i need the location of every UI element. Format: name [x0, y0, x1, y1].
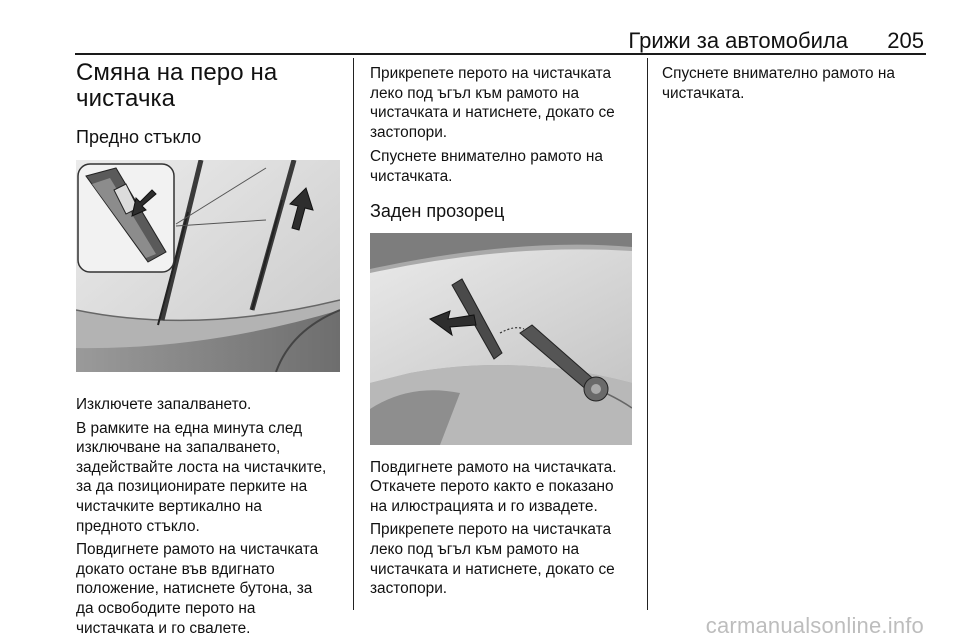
text-line: чистачката и натиснете, докато се: [370, 560, 615, 578]
column-divider-1: [353, 58, 354, 610]
paragraph-remove-blade: [76, 540, 342, 638]
paragraph-raise-arm: [370, 458, 634, 517]
text-line: чистачката.: [370, 167, 453, 185]
text-line: Прикрепете перото на чистачката: [370, 65, 612, 82]
text-line: леко под ъгъл към рамото на: [370, 84, 580, 102]
paragraph-wiper-position: [76, 419, 342, 537]
text-line: чистачката и го свалете.: [76, 619, 251, 637]
paragraph-attach-blade-rear: [370, 520, 634, 598]
subheading-rear-window: Заден прозорец: [370, 200, 505, 221]
header-rule: [75, 53, 926, 55]
text-line: леко под ъгъл към рамото на: [370, 540, 580, 558]
text-line: задействайте лоста на чистачките,: [76, 458, 327, 476]
column-3: [662, 60, 926, 103]
text-line: положение, натиснете бутона, за: [76, 580, 313, 598]
column-2: [370, 60, 634, 599]
rear-wiper-illustration: [370, 233, 632, 445]
windscreen-wiper-illustration: [76, 160, 340, 372]
watermark: carmanualsonline.info: [705, 613, 924, 638]
text-line: изключване на запалването,: [76, 439, 281, 457]
text-line: чистачката.: [662, 84, 745, 102]
text-line: Прикрепете перото на чистачката: [370, 521, 612, 539]
paragraph-ignition-off: [76, 395, 342, 415]
paragraph-lower-arm: [370, 147, 634, 186]
paragraph-attach-blade: [370, 64, 634, 142]
text-line: застопори.: [370, 580, 448, 598]
running-head: [75, 26, 926, 56]
text-line: да освободите перото на: [76, 599, 256, 617]
text-line: Повдигнете рамото на чистачката.: [370, 458, 617, 476]
column-1: [76, 60, 342, 638]
text-line: чистачката и натиснете, докато се: [370, 104, 615, 122]
subheading-windscreen: Предно стъкло: [76, 127, 202, 147]
text-line: предното стъкло.: [76, 517, 200, 535]
text-line: Откачете перото както е показано: [370, 478, 614, 496]
text-line: Спуснете внимателно рамото на: [370, 148, 603, 166]
column-divider-2: [647, 58, 648, 610]
text-line: на илюстрацията и го извадете.: [370, 497, 598, 515]
section-heading-line-2: чистачка: [76, 85, 176, 112]
paragraph-lower-arm-rear: [662, 64, 926, 103]
section-heading-line-1: Смяна на перо на: [76, 59, 278, 86]
rear-window-glass: [370, 249, 632, 383]
text-line: докато остане във вдигнато: [76, 560, 275, 578]
section-heading: [76, 60, 342, 112]
page-number: 205: [887, 28, 924, 53]
text-line: застопори.: [370, 123, 448, 141]
text-line: Спуснете внимателно рамото на: [662, 65, 895, 82]
text-line: В рамките на една минута след: [76, 419, 303, 437]
text-line: чистачките вертикално на: [76, 497, 262, 515]
running-head-title: Грижи за автомобила: [628, 28, 848, 53]
text-line: за да позиционирате перките на: [76, 478, 308, 496]
text-line: Повдигнете рамото на чистачката: [76, 541, 319, 559]
text-line: Изключете запалването.: [76, 396, 252, 413]
